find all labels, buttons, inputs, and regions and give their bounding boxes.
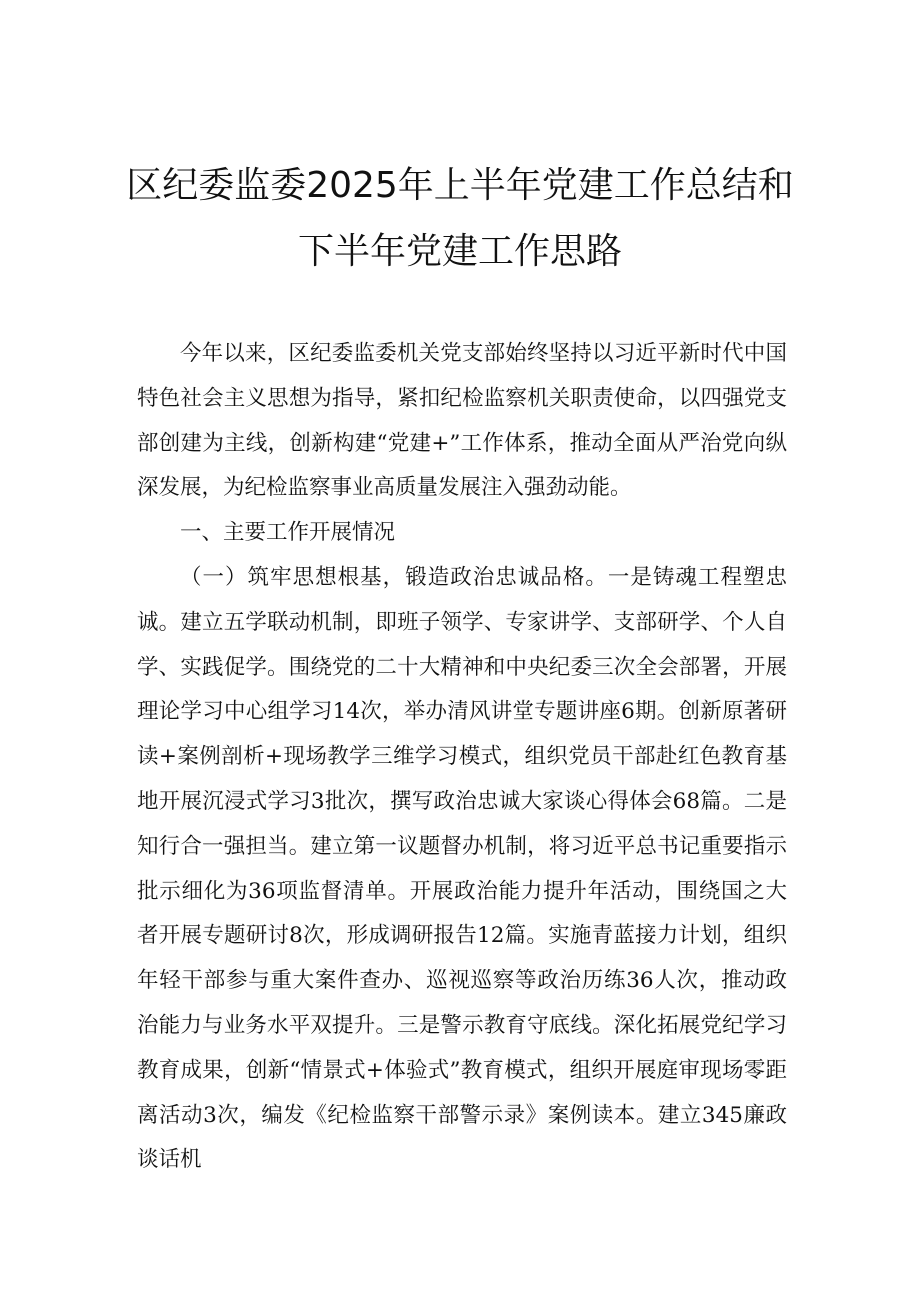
document-title-line-2: 下半年党建工作思路 — [297, 231, 622, 272]
section-heading: 一、主要工作开展情况 — [180, 520, 396, 546]
body-paragraph: （一）筑牢思想根基，锻造政治忠诚品格。一是铸魂工程塑忠诚。建立五学联动机制，即班子领学、专家讲学、支部研学、个人自学、实践促学。围绕党的二十大精神和中央纪委三次全会部署，开展理论学习中心组学习14次，举办清风讲堂专题讲座6期。创新原著研读+案例剖析+现场教学三维学习模式，组织党员干部赴红色教育基地开展沉浸式学习3批次，撰写政治忠诚大家谈心得体会68篇。二是知行合一强担当。建立第一议题督办机制，将习近平总书记重要指示批示细化为36项监督清单。开展政治能力提升年活动，围绕国之大者开展专题研讨8次，形成调研报告12篇。实施青蓝接力计划，组织年轻干部参与重大案件查办、巡视巡察等政治历练36人次，推动政治能力与业务水平双提升。三是警示教育守底线。深化拓展党纪学习教育成果，创新“情景式+体验式”教育模式，组织开展庭审现场零距离活动3次，编发《纪检监察干部警示录》案例读本。建立345廉政谈话机 — [137, 564, 787, 1173]
intro-paragraph: 今年以来，区纪委监委机关党支部始终坚持以习近平新时代中国特色社会主义思想为指导，紧扣纪检监察机关职责使命，以四强党支部创建为主线，创新构建“党建+”工作体系，推动全面从严治党向纵深发展，为纪检监察事业高质量发展注入强劲动能。 — [137, 341, 787, 501]
document-title-line-1: 区纪委监委2025年上半年党建工作总结和 — [126, 165, 794, 206]
document-body — [137, 332, 787, 1183]
